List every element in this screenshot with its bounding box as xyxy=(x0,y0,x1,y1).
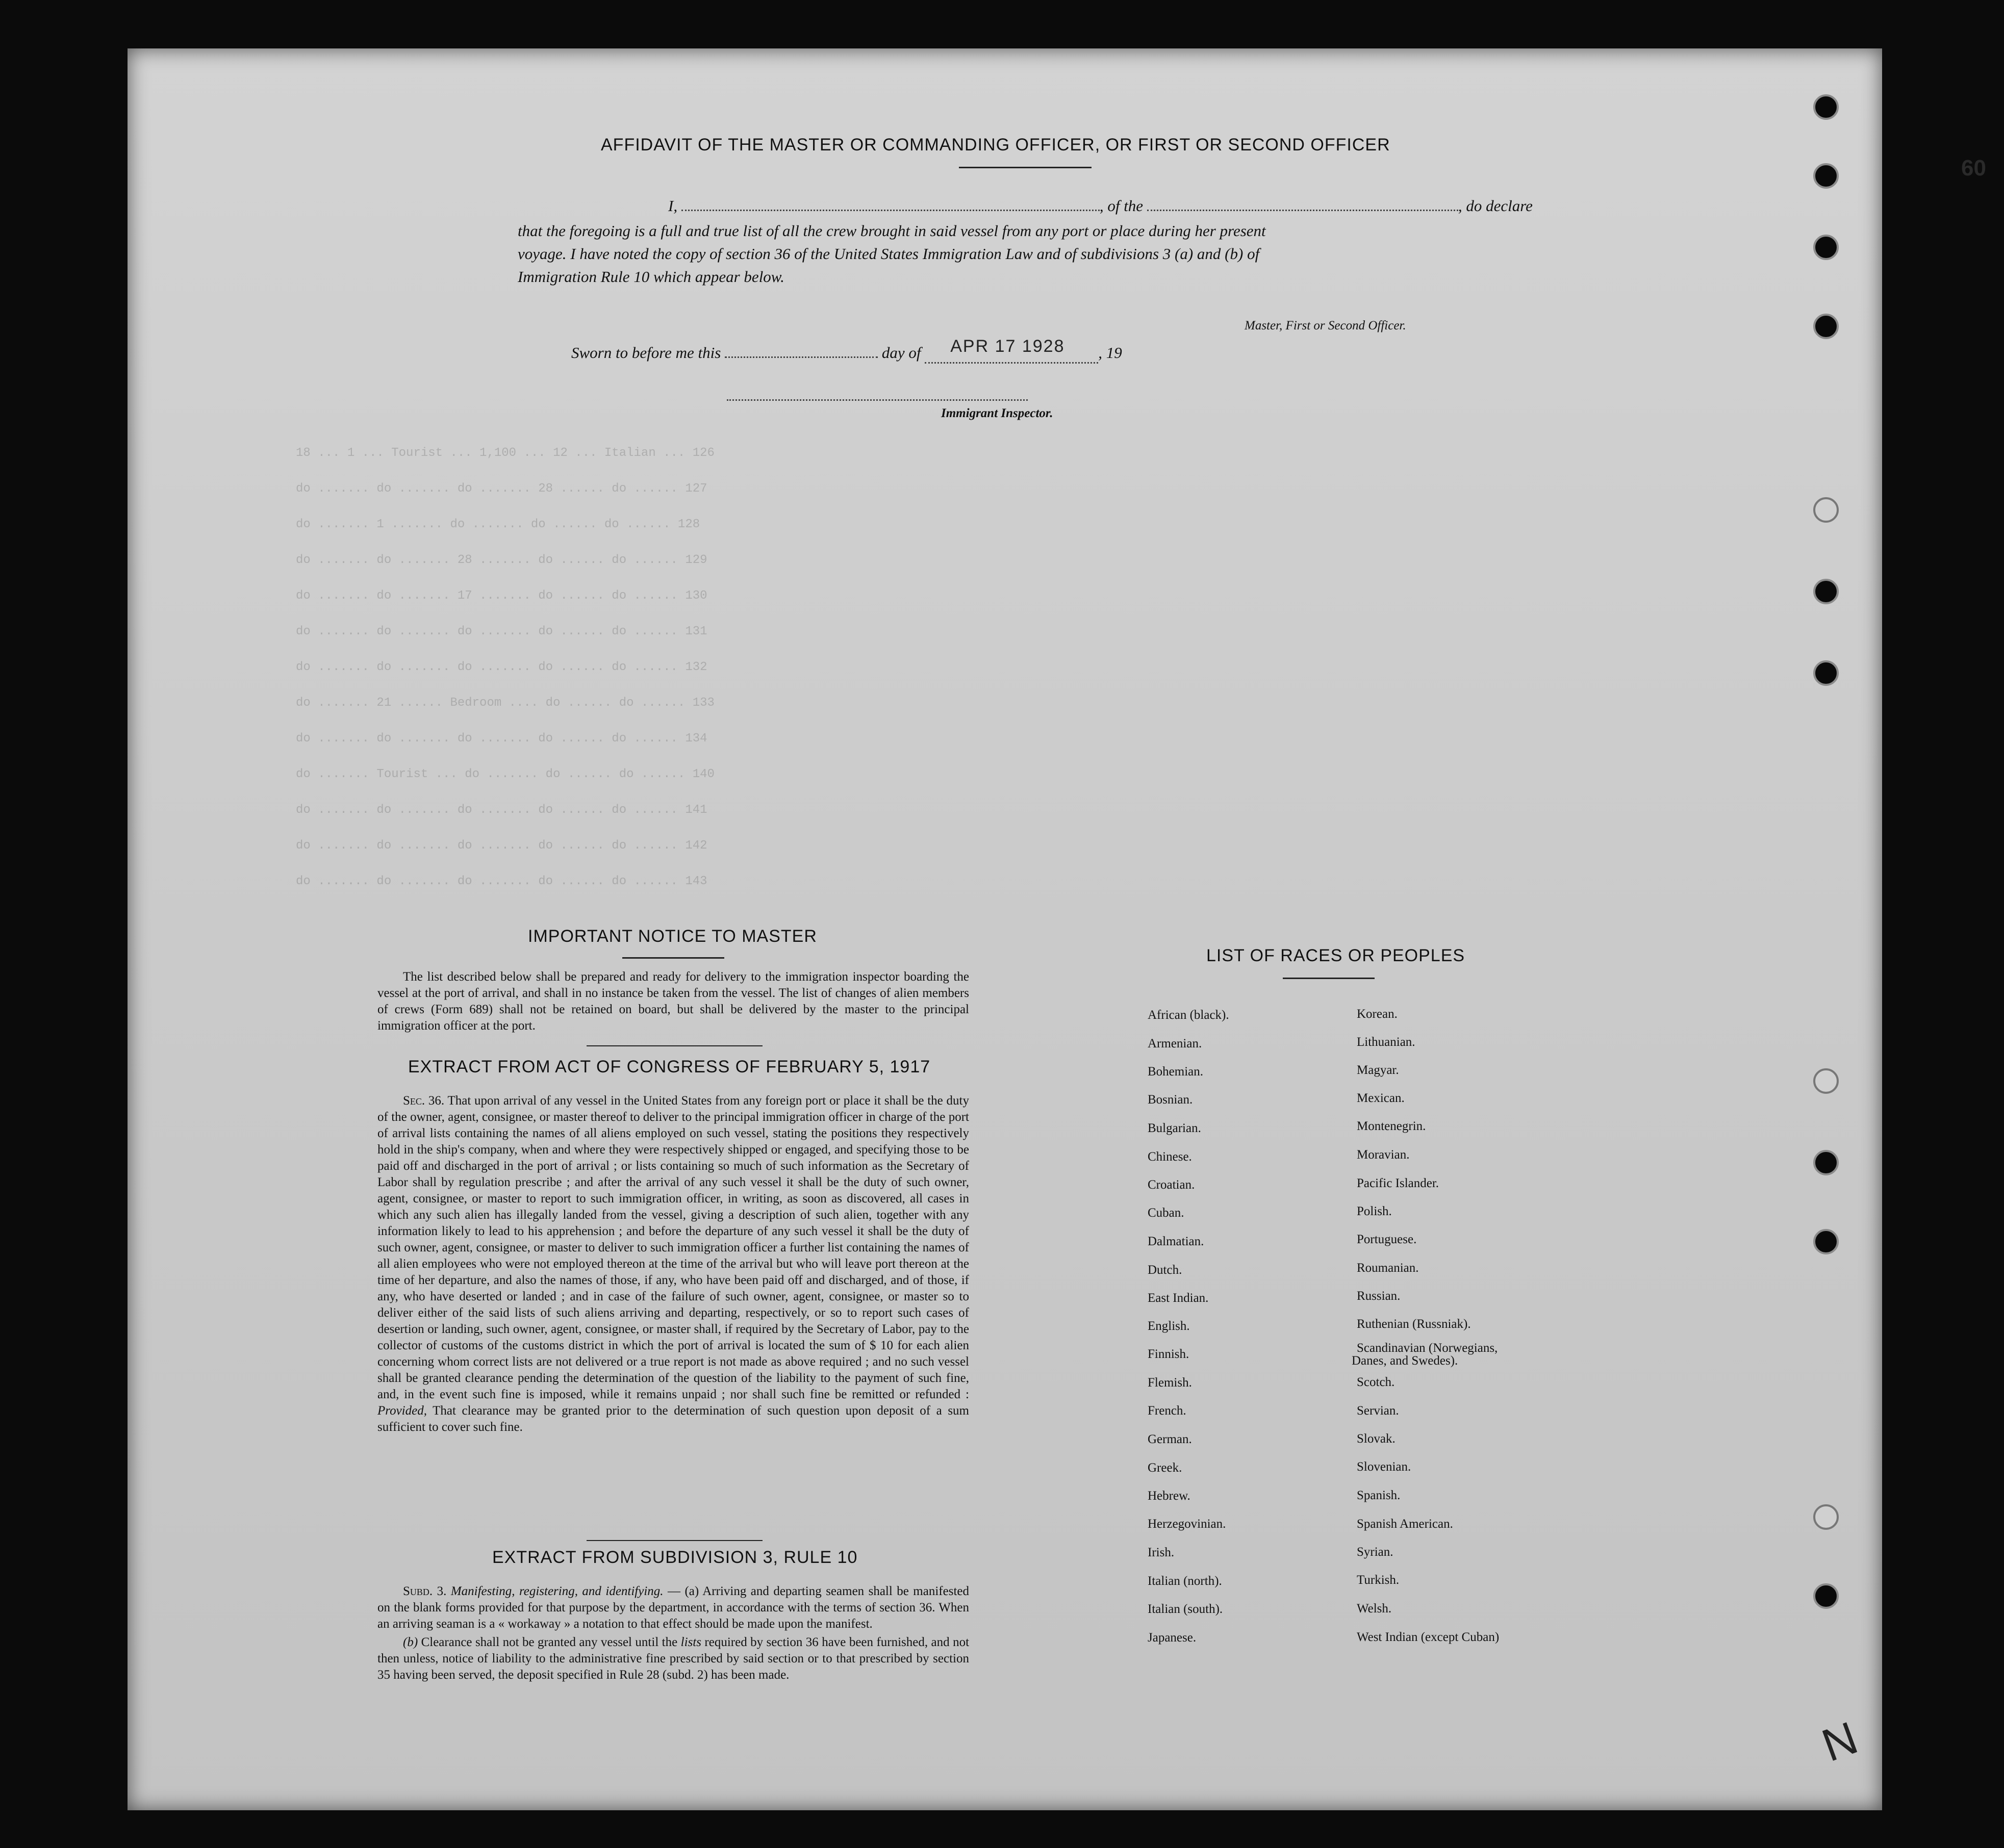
race-item: Chinese. xyxy=(1148,1150,1192,1164)
vessel-blank xyxy=(1147,196,1458,211)
extract-act-text-end: That clearance may be granted prior to the determination of such question upon deposit of a sum sufficient to cover such fine. xyxy=(377,1404,969,1434)
divider xyxy=(587,1540,763,1541)
race-item: German. xyxy=(1148,1432,1192,1446)
para-b-1: Clearance shall not be granted any vessel until the xyxy=(421,1635,678,1649)
race-item: Irish. xyxy=(1148,1546,1175,1559)
affidavit-line1 xyxy=(576,196,1622,215)
inspector-signature-line xyxy=(727,399,1028,401)
race-item: Dutch. xyxy=(1148,1263,1182,1277)
race-item: Danes, and Swedes). xyxy=(1352,1354,1458,1368)
race-item: Cuban. xyxy=(1148,1206,1184,1220)
race-item: Pacific Islander. xyxy=(1357,1176,1439,1190)
race-item: Montenegrin. xyxy=(1357,1119,1426,1133)
divider xyxy=(587,1045,763,1046)
affidavit-line2: that the foregoing is a full and true list of all the crew brought in said vessel from any port or place during her present xyxy=(518,222,1266,240)
date-stamp: APR 17 1928 xyxy=(950,337,1065,356)
extract-rule-body xyxy=(377,1583,969,1685)
race-item: Italian (north). xyxy=(1148,1574,1222,1588)
binder-hole xyxy=(1813,1068,1839,1094)
race-item: English. xyxy=(1148,1319,1190,1333)
race-item: Moravian. xyxy=(1357,1148,1410,1162)
race-item: Ruthenian (Russniak). xyxy=(1357,1317,1471,1331)
extract-rule-title: EXTRACT FROM SUBDIVISION 3, RULE 10 xyxy=(492,1548,858,1567)
notice-text: The list described below shall be prepared and ready for delivery to the immigration inspector boarding the vessel at the port of arrival, and shall in no instance be taken from the vessel. The list of changes of alien members of crews (Form 689) shall not be retained on board, but shall be delivered by the master to the principal immigration officer at the port. xyxy=(377,970,969,1033)
race-item: Servian. xyxy=(1357,1404,1399,1418)
race-item: Herzegovinian. xyxy=(1148,1517,1226,1531)
binder-hole xyxy=(1813,660,1839,686)
race-item: East Indian. xyxy=(1148,1291,1209,1305)
of-the-label: , of the xyxy=(1099,197,1144,215)
binder-hole xyxy=(1813,1504,1839,1530)
affidavit-line3: voyage. I have noted the copy of section 36 of the United States Immigration Law and of subdivisions 3 (a) and (b) of xyxy=(518,245,1260,263)
subd-label: Subd. 3. xyxy=(403,1584,447,1598)
race-item: Spanish American. xyxy=(1357,1517,1453,1531)
title-underline xyxy=(959,167,1092,168)
race-item: Bulgarian. xyxy=(1148,1121,1201,1135)
race-item: Japanese. xyxy=(1148,1631,1197,1645)
race-item: French. xyxy=(1148,1404,1186,1418)
race-item: Finnish. xyxy=(1148,1347,1189,1361)
race-item: Slovenian. xyxy=(1357,1460,1411,1474)
day-blank xyxy=(725,343,878,358)
binder-hole xyxy=(1813,1150,1839,1175)
document-page: 18 ... 1 ... Tourist ... 1,100 ... 12 ... Italian ... 126 do ....... do ....... do ....... 28 ...... do ...... 127 do ....... 1 ....... do ....... do ...... do ...... 128 do ....... do ....... 28 ....... do ...... do ...... 129 do ....... do ....... 17 ....... do ...... do ...... 130 do ....... do ....... do ....... do ...... do ...... 131 do ....... do ....... do ....... do ...... do ...... 132 do ....... 21 ...... Bedroom .... do ...... do ...... 133 do ....... do ....... do ....... do ...... do ...... 134 do ....... Tourist ... do ....... do ...... do ...... 140 do ....... do ....... do ....... do ...... do ...... 141 do ....... do ....... do ....... do ...... do ...... 142 do ....... do ....... do ....... do ...... do ...... 143 AFFIDAVIT OF THE MASTER OR COMMANDING OFFICER, OR FIRST OR SECOND OFFICER I, , of the , do declare that the foregoing is a full and true list of all the crew brought in said vessel from any port or place during her present voyage. I have noted the copy of section 36 of the United States Immigration Law and of subdivisions 3 (a) and (b) of Immigration Rule 10 which appear below. Master, First or Second Officer. Sworn to before me this day of APR 17 1928 , 19 Immigrant Inspector. IMPORTANT NOTICE TO MASTER The list described below shall be prepared and ready for delivery to the immigration inspector boarding the vessel at the port of arrival, and shall in no instance be taken from the vessel. The list of changes of alien members of crews (Form 689) shall not be retained on board, but shall be delivered by the master to the principal immigration officer at the port. EXTRACT FROM ACT OF CONGRESS OF FEBRUARY 5, 1917 Sec. 36. That upon arrival of any vessel in the United States from any foreign port or place it shall be the duty of the owner, agent, consignee, or master thereof to deliver to the principal immigration officer in charge of the port of arrival lists containing the names of all aliens employed on such vessel, stating the positions they respectively hold in the ship's company, when and where they were respectively shipped or engaged, and specifying those to be paid off and discharged in the port of arrival ; or lists containing so much of such information as the Secretary of Labor shall by regulation prescribe ; and after the arrival of any such vessel it shall be the duty of such owner, agent, consignee, or master to report to such immigration officer, in writing, as soon as discovered, all cases in which any such alien has illegally landed from the vessel, giving a description of such alien, together with any information likely to lead to his apprehension ; and before the departure of any such vessel it shall be the duty of such owner, agent, consignee, or master to deliver to such immigration officer a further list containing the names of all alien employees who were not employed thereon at the time of the arrival but who will leave port thereon at the time of her departure, and also the names of those, if any, who have been paid off and discharged, and of those, if any, who have deserted or landed ; and in case of the failure of such owner, agent, consignee, or master so to deliver either of the said lists of such aliens arriving and departing, respectively, or so to report such cases of desertion or landing, such owner, agent, consignee, or master shall, if required by the Secretary of Labor, pay to the collector of customs of the customs district in which the port of arrival is located the sum of $ 10 for each alien concerning whom correct lists are not delivered or a true report is not made as above required ; and no such vessel shall be granted clearance pending the determination of the question of the liability to the payment of such fine, and, in the event such fine is imposed, while it remains unpaid ; nor shall such fine be remitted or refunded : Provided, That clearance may be granted prior to the determination of such question upon deposit of a sum sufficient to cover such fine. EXTRACT FROM SUBDIVISION 3, RULE 10 Subd. 3. Manifesting, registering, and identifying. — (a) Arriving and departing seamen shall be manifested on the blank forms provided for that purpose by the department, in accordance with the terms of section 36. When an arriving seaman is a « workaway » a notation to that effect should be made upon the manifest. (b) Clearance shall not be granted any vessel until the lists required by section 36 have been furnished, and not then unless, notice of liability to the administrative fine prescribed by said section or to that prescribed by section 35 having been served, the deposit specified in Rule 28 (subd. 2) has been made. LIST OF RACES OR PEOPLES African (black). Armenian. Bohemian. Bosnian. Bulgarian. Chinese. Croatian. Cuban. Dalmatian. Dutch. East Indian. English. Finnish. Flemish. French. German. Greek. Hebrew. Herzegovinian. Irish. Italian (north). Italian (south). Japanese. Korean. Lithuanian. Magyar. Mexican. Montenegrin. Moravian. Pacific Islander. Polish. Portuguese. Roumanian. Russian. Ruthenian (Russniak). Scandinavian (Norwegians, Danes, and Swedes). Scotch. Servian. Slovak. Slovenian. Spanish. Spanish American. Syrian. Turkish. Welsh. West Indian (except Cuban) 60 N xyxy=(128,48,1882,1810)
notice-title: IMPORTANT NOTICE TO MASTER xyxy=(528,927,817,946)
race-item: Greek. xyxy=(1148,1461,1182,1475)
race-item: Lithuanian. xyxy=(1357,1035,1415,1049)
para-b-2: required by section 36 have been furnished, and not then unless, notice of liability to the administrative fine prescribed by said section or to that prescribed by section 35 having been served, the deposit specified in Rule 28 (subd. 2) has been made. xyxy=(377,1635,970,1682)
sec-label: Sec. 36. xyxy=(403,1094,445,1108)
race-item: West Indian (except Cuban) xyxy=(1357,1630,1500,1644)
inspector-label: Immigrant Inspector. xyxy=(941,406,1053,420)
race-item: Bohemian. xyxy=(1148,1065,1204,1079)
corner-mark: N xyxy=(1815,1712,1864,1772)
race-item: Slovak. xyxy=(1357,1432,1396,1446)
race-item: Welsh. xyxy=(1357,1602,1392,1615)
race-item: Korean. xyxy=(1357,1007,1398,1021)
race-item: Magyar. xyxy=(1357,1063,1399,1077)
sworn-line xyxy=(571,337,1122,364)
year-prefix: , 19 xyxy=(1098,344,1122,362)
race-item: Portuguese. xyxy=(1357,1233,1417,1246)
para-a: — (a) Arriving and departing seamen shall be manifested on the blank forms provided for that purpose by the department, in accordance with the terms of section 36. When an arriving seaman is a « workaway » a notation to that effect should be made upon the manifest. xyxy=(377,1584,969,1631)
page-number: 60 xyxy=(1961,156,1986,181)
extract-act-text: That upon arrival of any vessel in the United States from any foreign port or place it shall be the duty of the owner, agent, consignee, or master thereof to deliver to the principal immigration officer in charge of the port of arrival lists containing the names of all aliens employed on such vessel, stating the positions they respectively hold in the ship's company, when and where they were respectively shipped or engaged, and specifying those to be paid off and discharged in the port of arrival ; or lists containing so much of such information as the Secretary of Labor shall by regulation prescribe ; and after the arrival of any such vessel it shall be the duty of such owner, agent, consignee, or master to report to such immigration officer, in writing, as soon as discovered, all cases in which any such alien has illegally landed from the vessel, giving a description of such alien, together with any information likely to lead to his apprehension ; and before the departure of any such vessel it shall be the duty of such owner, agent, consignee, or master to deliver to such immigration officer a further list containing the names of all alien employees who were not employed thereon at the time of the arrival but who will leave port thereon at the time of her departure, and also the names of those, if any, who have been paid off and discharged, and of those, if any, who have deserted or landed ; and in case of the failure of such owner, agent, consignee, or master so to deliver either of the said lists of such aliens arriving and departing, respectively, or so to report such cases of desertion or landing, such owner, agent, consignee, or master shall, if required by the Secretary of Labor, pay to the collector of customs of the customs district in which the port of arrival is located the sum of $ 10 for each alien concerning whom correct lists are not delivered or a true report is not made as above required ; and no such vessel shall be granted clearance pending the determination of the question of the liability to the payment of such fine, and, in the event such fine is imposed, while it remains unpaid ; nor shall such fine be remitted or refunded : xyxy=(377,1094,969,1401)
para-b-label: (b) xyxy=(403,1635,418,1649)
race-item: Italian (south). xyxy=(1148,1602,1223,1616)
race-item: Roumanian. xyxy=(1357,1261,1419,1275)
master-signature-label: Master, First or Second Officer. xyxy=(1245,319,1406,332)
binder-hole xyxy=(1813,579,1839,604)
i-label: I, xyxy=(668,197,678,215)
extract-act-body xyxy=(377,1093,969,1438)
affidavit-line4: Immigration Rule 10 which appear below. xyxy=(518,268,784,286)
race-item: Russian. xyxy=(1357,1289,1401,1303)
race-item: Mexican. xyxy=(1357,1091,1405,1105)
sworn-label: Sworn to before me this xyxy=(571,344,721,362)
subd-title: Manifesting, registering, and identifying. xyxy=(450,1584,664,1598)
race-item: Dalmatian. xyxy=(1148,1235,1204,1248)
races-title-underline xyxy=(1283,978,1375,979)
races-title: LIST OF RACES OR PEOPLES xyxy=(1206,946,1465,965)
extract-act-title: EXTRACT FROM ACT OF CONGRESS OF FEBRUARY 5, 1917 xyxy=(408,1057,931,1076)
race-item: Spanish. xyxy=(1357,1488,1401,1502)
notice-body xyxy=(377,969,969,1036)
binder-hole xyxy=(1813,314,1839,339)
race-item: Scandinavian (Norwegians, xyxy=(1357,1341,1498,1355)
race-item: Syrian. xyxy=(1357,1545,1393,1559)
binder-hole xyxy=(1813,235,1839,260)
notice-title-underline xyxy=(622,957,724,959)
date-blank xyxy=(925,337,1098,364)
race-item: Armenian. xyxy=(1148,1037,1202,1050)
race-item: Flemish. xyxy=(1148,1376,1192,1390)
binder-hole xyxy=(1813,94,1839,120)
race-item: Bosnian. xyxy=(1148,1093,1193,1107)
race-item: African (black). xyxy=(1148,1008,1229,1022)
binder-hole xyxy=(1813,163,1839,189)
name-blank xyxy=(681,196,1100,211)
binder-hole xyxy=(1813,497,1839,523)
race-item: Hebrew. xyxy=(1148,1489,1190,1503)
do-declare-label: , do declare xyxy=(1458,197,1533,215)
race-item: Turkish. xyxy=(1357,1573,1400,1587)
race-item: Polish. xyxy=(1357,1204,1392,1218)
race-item: Croatian. xyxy=(1148,1178,1195,1192)
provided-label: Provided, xyxy=(377,1404,427,1418)
binder-hole xyxy=(1813,1583,1839,1609)
day-of-label: day of xyxy=(881,344,921,362)
affidavit-title: AFFIDAVIT OF THE MASTER OR COMMANDING OFFICER, OR FIRST OR SECOND OFFICER xyxy=(601,135,1390,155)
binder-hole xyxy=(1813,1229,1839,1254)
para-b-lists: lists xyxy=(680,1635,701,1649)
race-item: Scotch. xyxy=(1357,1375,1395,1389)
